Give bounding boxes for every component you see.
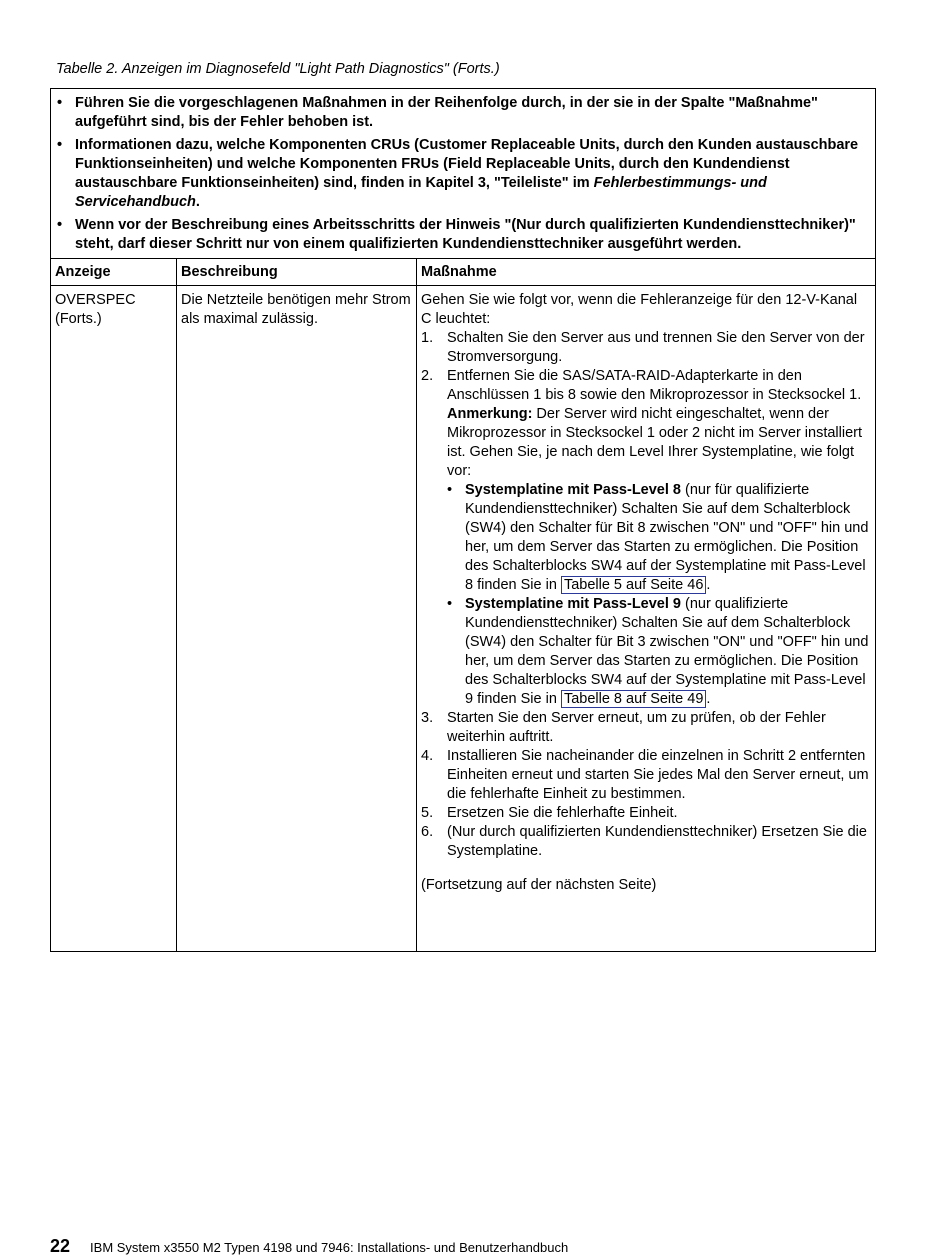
cell-massnahme <box>417 286 876 952</box>
note-text-c: . <box>195 194 200 210</box>
bullet: • <box>447 596 453 612</box>
step-number: 5. <box>421 805 434 821</box>
step-number: 4. <box>421 748 434 764</box>
step-text: Starten Sie den Server erneut, um zu prüfen, ob der Fehler weiterhin auftritt. <box>447 710 826 745</box>
continuation-note: (Fortsetzung auf der nächsten Seite) <box>421 877 657 893</box>
step-item <box>421 709 871 747</box>
step-item <box>421 747 871 804</box>
bullet: • <box>447 482 453 498</box>
footer-title: IBM System x3550 M2 Typen 4198 und 7946: Installations- und Benutzerhandbuch <box>90 1240 569 1255</box>
manual-title: Fehlerbestimmungs- und Servicehandbuch <box>75 175 767 210</box>
cell-beschreibung: Die Netzteile benötigen mehr Strom als maximal zulässig. <box>177 286 417 952</box>
sub-bold: Systemplatine mit Pass-Level 8 <box>465 482 681 498</box>
step-text: Installieren Sie nacheinander die einzelnen in Schritt 2 entfernten Einheiten erneut und starten Sie jedes Mal den Server erneut, um die fehlerhafte Einheit zu bestimmen. <box>447 748 869 802</box>
sub-end: . <box>706 691 711 707</box>
note-text: Der Server wird nicht eingeschaltet, wenn der Mikroprozessor in Stecksockel 1 oder 2 nicht im Server installiert ist. Gehen Sie, je nach dem Level Ihrer Systemplatine, wie folgt vor: <box>447 406 863 479</box>
note-item <box>55 94 871 132</box>
sub-text <box>465 481 871 595</box>
cell-anzeige: OVERSPEC (Forts.) <box>51 286 177 952</box>
step-number: 6. <box>421 824 434 840</box>
diagnostics-table <box>50 88 876 952</box>
note-text: Führen Sie die vorgeschlagenen Maßnahmen in der Reihenfolge durch, in der sie in der Spalte "Maßnahme" aufgeführt sind, bis der Fehler behoben ist. <box>75 95 818 130</box>
table-row <box>51 286 876 952</box>
header-massnahme: Maßnahme <box>417 259 876 286</box>
sub-item <box>447 481 871 595</box>
note-item <box>55 216 871 254</box>
note-item <box>55 136 871 212</box>
step-item <box>421 367 871 709</box>
sub-body: (nur für qualifizierte Kundendiensttechniker) Schalten Sie auf dem Schalterblock (SW4) den Schalter für Bit 8 zwischen "ON" und "OFF" hin und her, um dem Server das Starten zu ermöglichen. Die Position des Schalterblocks SW4 auf der Systemplatine mit Pass-Level 8 finden Sie in <box>465 482 869 593</box>
step-text: Entfernen Sie die SAS/SATA-RAID-Adapterkarte in den Anschlüssen 1 bis 8 sowie den Mikroprozessor in Stecksockel 1. <box>447 368 862 403</box>
notes-cell <box>51 89 876 259</box>
header-anzeige: Anzeige <box>51 259 177 286</box>
note-text-a: Informationen dazu, welche Komponenten CRUs (Customer Replaceable Units, durch den Kunden austauschbare Funktionseinheiten) und welche Komponenten FRUs (Field Replaceable Units, durch den Kundendienst austauschbare Funktionseinheiten) sind, finden in Kapitel 3, "Teileliste" im <box>75 137 859 191</box>
bullet: • <box>57 95 63 111</box>
note-label: Anmerkung: <box>447 406 533 422</box>
step-text: (Nur durch qualifizierten Kundendiensttechniker) Ersetzen Sie die Systemplatine. <box>447 824 867 859</box>
sub-text <box>465 595 871 709</box>
step-item <box>421 823 871 861</box>
step-number: 3. <box>421 710 434 726</box>
table-caption: Tabelle 2. Anzeigen im Diagnosefeld "Light Path Diagnostics" (Forts.) <box>56 61 500 77</box>
notes-row <box>51 89 876 259</box>
step-number: 1. <box>421 330 434 346</box>
table-8-link[interactable]: Tabelle 8 auf Seite 49 <box>561 690 706 708</box>
note-text <box>75 136 871 212</box>
step-text: Schalten Sie den Server aus und trennen Sie den Server von der Stromversorgung. <box>447 330 865 365</box>
sub-bold: Systemplatine mit Pass-Level 9 <box>465 596 681 612</box>
sub-body: (nur qualifizierte Kundendiensttechniker) Schalten Sie auf dem Schalterblock (SW4) den Schalter für Bit 3 zwischen "ON" und "OFF" hin und her, um dem Server das Starten zu ermöglichen. Die Position des Schalterblocks SW4 auf der Systemplatine mit Pass-Level 9 finden Sie in <box>465 596 869 707</box>
page-number: 22 <box>50 1236 71 1256</box>
note-text: Wenn vor der Beschreibung eines Arbeitsschritts der Hinweis "(Nur durch qualifizierten Kundendiensttechniker)" steht, darf dieser Schritt nur von einem qualifizierten Kundendiensttechniker ausgeführt werden. <box>75 217 856 252</box>
bullet: • <box>57 217 63 233</box>
header-beschreibung: Beschreibung <box>177 259 417 286</box>
table-5-link[interactable]: Tabelle 5 auf Seite 46 <box>561 576 706 594</box>
bullet: • <box>57 137 63 153</box>
step-note <box>447 405 871 481</box>
header-row <box>51 259 876 286</box>
step-item <box>421 329 871 367</box>
action-intro: Gehen Sie wie folgt vor, wenn die Fehleranzeige für den 12-V-Kanal C leuchtet: <box>421 292 858 327</box>
step-item <box>421 804 871 823</box>
step-text: Ersetzen Sie die fehlerhafte Einheit. <box>447 805 678 821</box>
sub-end: . <box>706 577 711 593</box>
page-footer <box>50 1236 568 1257</box>
step-body <box>447 367 871 709</box>
step-number: 2. <box>421 368 434 384</box>
sub-item <box>447 595 871 709</box>
